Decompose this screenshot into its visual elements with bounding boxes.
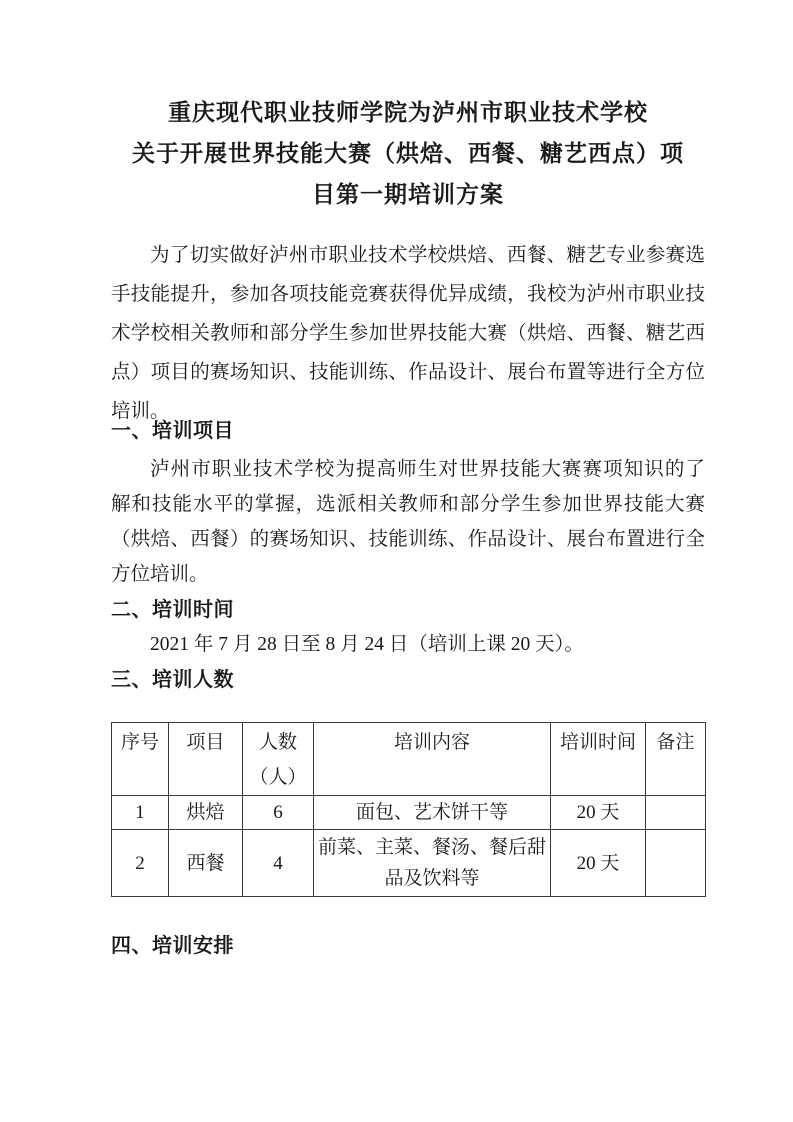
cell-time: 20 天 — [551, 796, 646, 830]
header-count-line2: （人） — [249, 767, 307, 788]
intro-line: 点）项目的赛场知识、技能训练、作品设计、展台布置等进行全方位 — [111, 362, 705, 383]
header-no: 序号 — [112, 723, 169, 796]
cell-note — [646, 830, 706, 897]
title-line-3: 目第一期培训方案 — [312, 181, 504, 207]
cell-count: 4 — [243, 830, 314, 897]
section-heading-training-time: 二、培训时间 — [111, 599, 234, 621]
cell-count: 6 — [243, 796, 314, 830]
intro-line: 培训。 — [111, 401, 170, 422]
table-row — [112, 830, 706, 897]
header-project: 项目 — [169, 723, 243, 796]
section1-line: 解和技能水平的掌握，选派相关教师和部分学生参加世界技能大赛 — [111, 494, 705, 515]
trainee-table-container — [111, 722, 705, 897]
cell-time: 20 天 — [551, 830, 646, 897]
training-date-line: 2021 年 7 月 28 日至 8 月 24 日（培训上课 20 天）。 — [150, 634, 584, 655]
cell-project: 烘焙 — [169, 796, 243, 830]
header-content: 培训内容 — [314, 723, 551, 796]
cell-no: 2 — [112, 830, 169, 897]
document-title — [111, 92, 705, 215]
section1-line: 泸州市职业技术学校为提高师生对世界技能大赛赛项知识的了 — [150, 459, 705, 480]
title-line-1: 重庆现代职业技师学院为泸州市职业技术学校 — [168, 99, 648, 125]
section1-paragraph — [111, 452, 705, 592]
section1-line: （烘焙、西餐）的赛场知识、技能训练、作品设计、展台布置进行全 — [111, 529, 705, 550]
section-heading-trainee-count: 三、培训人数 — [111, 669, 234, 691]
cell-no: 1 — [112, 796, 169, 830]
section1-line: 方位培训。 — [111, 564, 209, 585]
intro-line: 手技能提升，参加各项技能竞赛获得优异成绩，我校为泸州市职业技 — [111, 284, 705, 305]
header-count-line1: 人数 — [258, 732, 297, 753]
header-note: 备注 — [646, 723, 706, 796]
trainee-table — [111, 722, 706, 897]
section-heading-training-project: 一、培训项目 — [111, 420, 234, 442]
cell-content: 前菜、主菜、餐汤、餐后甜品及饮料等 — [314, 830, 551, 897]
header-count — [243, 723, 314, 796]
intro-line: 为了切实做好泸州市职业技术学校烘焙、西餐、糖艺专业参赛选 — [150, 245, 705, 266]
table-header-row — [112, 723, 706, 796]
table-row — [112, 796, 706, 830]
cell-note — [646, 796, 706, 830]
intro-paragraph — [111, 236, 705, 431]
cell-content: 面包、艺术饼干等 — [314, 796, 551, 830]
intro-line: 术学校相关教师和部分学生参加世界技能大赛（烘焙、西餐、糖艺西 — [111, 323, 705, 344]
header-time: 培训时间 — [551, 723, 646, 796]
section-heading-training-schedule: 四、培训安排 — [111, 935, 234, 957]
title-line-2: 关于开展世界技能大赛（烘焙、西餐、糖艺西点）项 — [132, 140, 684, 166]
cell-project: 西餐 — [169, 830, 243, 897]
